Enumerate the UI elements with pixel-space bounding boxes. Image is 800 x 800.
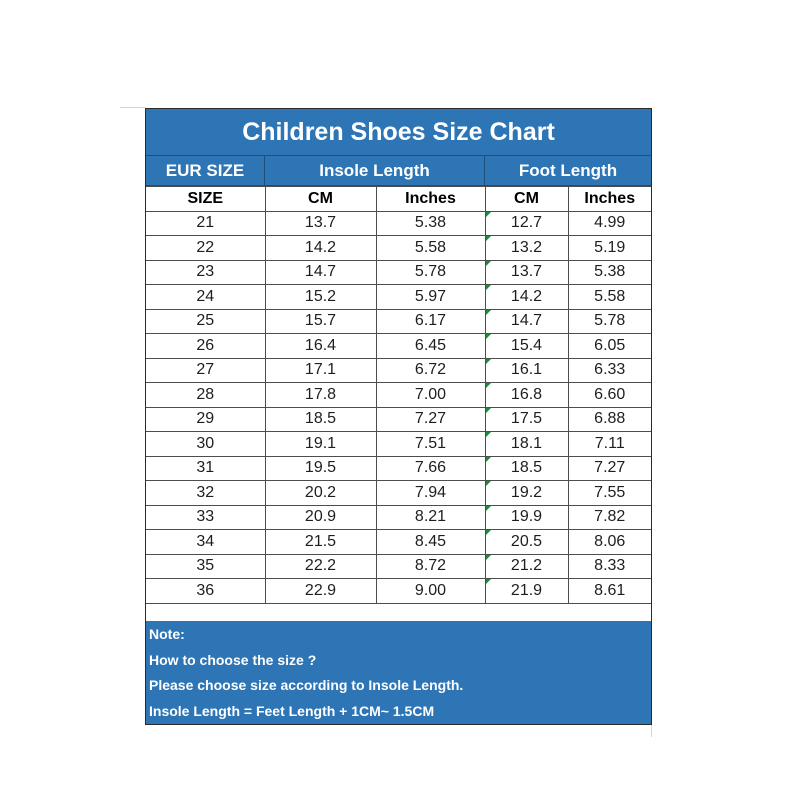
- table-row: [146, 383, 651, 408]
- header-eur-size: EUR SIZE: [146, 156, 265, 185]
- cell-foot-cm: 20.5: [485, 530, 568, 555]
- cell-insole-inches: 8.21: [376, 505, 485, 530]
- subheader-foot-cm: CM: [485, 187, 568, 212]
- cell-foot-cm: 13.2: [485, 236, 568, 261]
- table-row: [146, 554, 651, 579]
- cell-insole-inches: 6.72: [376, 358, 485, 383]
- cell-foot-inches: 6.60: [568, 383, 651, 408]
- subheader-size: SIZE: [146, 187, 265, 212]
- cell-insole-cm: 16.4: [265, 334, 376, 359]
- cell-insole-cm: 20.9: [265, 505, 376, 530]
- cell-insole-inches: 6.45: [376, 334, 485, 359]
- cell-foot-cm: 14.2: [485, 285, 568, 310]
- cell-foot-cm: 18.5: [485, 456, 568, 481]
- cell-insole-inches: 7.94: [376, 481, 485, 506]
- cell-insole-inches: 5.38: [376, 211, 485, 236]
- cell-foot-cm: 19.9: [485, 505, 568, 530]
- cell-insole-cm: 21.5: [265, 530, 376, 555]
- table-row: [146, 309, 651, 334]
- cell-foot-cm: 16.1: [485, 358, 568, 383]
- note-section: [146, 621, 651, 724]
- cell-foot-inches: 7.27: [568, 456, 651, 481]
- cell-foot-inches: 7.55: [568, 481, 651, 506]
- subheader-insole-cm: CM: [265, 187, 376, 212]
- cell-size: 33: [146, 505, 265, 530]
- table-row: [146, 456, 651, 481]
- cell-insole-inches: 5.58: [376, 236, 485, 261]
- cell-size: 29: [146, 407, 265, 432]
- header-foot-length: Foot Length: [518, 160, 618, 180]
- table-row: [146, 211, 651, 236]
- cell-size: 25: [146, 309, 265, 334]
- cell-foot-inches: 8.33: [568, 554, 651, 579]
- cell-foot-cm: 14.7: [485, 309, 568, 334]
- cell-foot-inches: 7.82: [568, 505, 651, 530]
- cell-insole-inches: 8.45: [376, 530, 485, 555]
- cell-size: 32: [146, 481, 265, 506]
- cell-foot-inches: 8.06: [568, 530, 651, 555]
- note-label: Note:: [149, 626, 185, 642]
- sheet-guide-line-top: [120, 107, 145, 108]
- cell-size: 30: [146, 432, 265, 457]
- cell-insole-inches: 7.51: [376, 432, 485, 457]
- cell-size: 31: [146, 456, 265, 481]
- table-row: [146, 579, 651, 604]
- cell-insole-cm: 14.7: [265, 260, 376, 285]
- cell-foot-cm: 12.7: [485, 211, 568, 236]
- cell-size: 21: [146, 211, 265, 236]
- cell-insole-inches: 9.00: [376, 579, 485, 604]
- table-row: [146, 358, 651, 383]
- table-row: [146, 236, 651, 261]
- cell-insole-inches: 5.97: [376, 285, 485, 310]
- subheader-foot-inches: Inches: [568, 187, 651, 212]
- cell-insole-cm: 18.5: [265, 407, 376, 432]
- cell-insole-cm: 22.2: [265, 554, 376, 579]
- cell-foot-inches: 5.58: [568, 285, 651, 310]
- cell-foot-cm: 21.2: [485, 554, 568, 579]
- cell-foot-inches: 7.11: [568, 432, 651, 457]
- cell-foot-inches: 6.88: [568, 407, 651, 432]
- cell-size: 24: [146, 285, 265, 310]
- header-insole-length: Insole Length: [265, 156, 485, 185]
- cell-size: 35: [146, 554, 265, 579]
- cell-size: 36: [146, 579, 265, 604]
- table-row: [146, 530, 651, 555]
- table-row: [146, 260, 651, 285]
- cell-foot-inches: 8.61: [568, 579, 651, 604]
- cell-foot-inches: 5.38: [568, 260, 651, 285]
- size-chart: [145, 108, 652, 725]
- note-line-how-to-choose: How to choose the size ?: [149, 651, 317, 668]
- cell-insole-cm: 17.8: [265, 383, 376, 408]
- cell-insole-inches: 5.78: [376, 260, 485, 285]
- cell-insole-inches: 7.66: [376, 456, 485, 481]
- cell-insole-inches: 7.27: [376, 407, 485, 432]
- cell-foot-cm: 17.5: [485, 407, 568, 432]
- cell-insole-cm: 14.2: [265, 236, 376, 261]
- sheet-guide-line-bottom: [651, 725, 652, 737]
- cell-insole-cm: 15.7: [265, 309, 376, 334]
- cell-insole-cm: 20.2: [265, 481, 376, 506]
- cell-foot-inches: 6.33: [568, 358, 651, 383]
- table-row: [146, 505, 651, 530]
- table-row: [146, 481, 651, 506]
- header-row: [146, 156, 651, 186]
- cell-foot-cm: 16.8: [485, 383, 568, 408]
- chart-title: Children Shoes Size Chart: [146, 109, 651, 156]
- cell-foot-inches: 5.19: [568, 236, 651, 261]
- note-line-choose-by-insole: Please choose size according to Insole Length.: [149, 677, 464, 693]
- cell-foot-cm: 19.2: [485, 481, 568, 506]
- cell-size: 26: [146, 334, 265, 359]
- cell-foot-cm: 18.1: [485, 432, 568, 457]
- table-row: [146, 432, 651, 457]
- cell-size: 23: [146, 260, 265, 285]
- cell-insole-cm: 22.9: [265, 579, 376, 604]
- cell-foot-cm: 15.4: [485, 334, 568, 359]
- subheader-row: [146, 187, 651, 212]
- cell-insole-cm: 17.1: [265, 358, 376, 383]
- cell-insole-cm: 19.1: [265, 432, 376, 457]
- cell-insole-cm: 13.7: [265, 211, 376, 236]
- note-line-formula: Insole Length = Feet Length + 1CM~ 1.5CM: [149, 702, 435, 719]
- cell-foot-inches: 5.78: [568, 309, 651, 334]
- table-row: [146, 407, 651, 432]
- subheader-insole-inches: Inches: [376, 187, 485, 212]
- size-table: [146, 186, 651, 604]
- cell-foot-inches: 6.05: [568, 334, 651, 359]
- cell-foot-inches: 4.99: [568, 211, 651, 236]
- table-row: [146, 285, 651, 310]
- cell-foot-cm: 13.7: [485, 260, 568, 285]
- cell-insole-inches: 8.72: [376, 554, 485, 579]
- cell-insole-inches: 7.00: [376, 383, 485, 408]
- table-row: [146, 334, 651, 359]
- cell-insole-cm: 15.2: [265, 285, 376, 310]
- cell-size: 27: [146, 358, 265, 383]
- cell-insole-cm: 19.5: [265, 456, 376, 481]
- cell-foot-cm: 21.9: [485, 579, 568, 604]
- cell-size: 28: [146, 383, 265, 408]
- size-table-body: [146, 187, 651, 604]
- cell-size: 34: [146, 530, 265, 555]
- cell-size: 22: [146, 236, 265, 261]
- cell-insole-inches: 6.17: [376, 309, 485, 334]
